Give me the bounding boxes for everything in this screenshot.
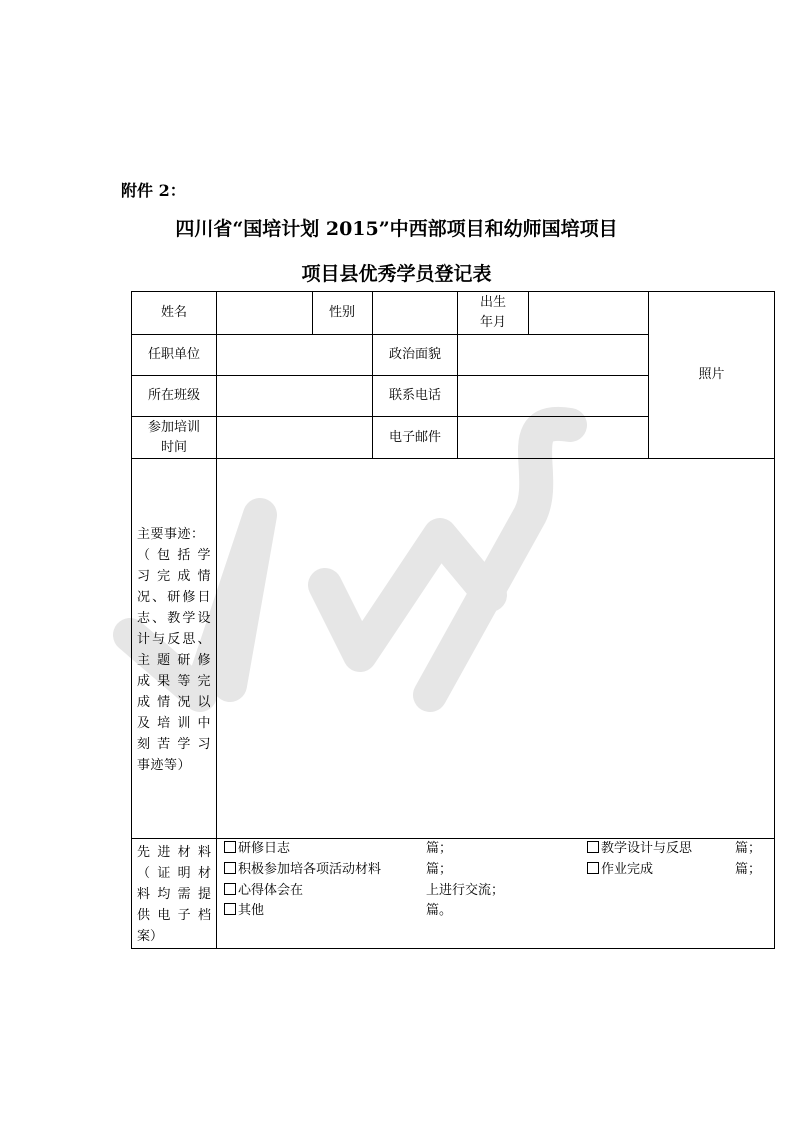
main-deeds-field[interactable] (217, 459, 774, 838)
option-journal-unit: 篇； (426, 841, 453, 856)
main-deeds-line: 事迹等） (137, 758, 192, 773)
unit-field[interactable] (217, 335, 372, 375)
email-field[interactable] (458, 417, 648, 458)
phone-label: 联系电话 (388, 388, 441, 403)
option-experience-suffix: 上进行交流； (426, 883, 505, 898)
birth-field[interactable] (529, 292, 648, 334)
gender-field[interactable] (373, 292, 457, 334)
class-label: 所在班级 (147, 388, 200, 403)
option-homework-unit: 篇； (735, 862, 762, 877)
advanced-line: 案） (137, 929, 164, 944)
option-homework[interactable] (587, 860, 653, 880)
option-homework-label: 作业完成 (601, 862, 654, 877)
checkbox-icon[interactable] (224, 862, 236, 874)
option-design-label: 教学设计与反思 (601, 841, 693, 856)
main-deeds-line: 刻苦学习 (137, 737, 211, 752)
option-experience[interactable] (224, 881, 303, 901)
option-other-unit: 篇。 (426, 903, 453, 918)
main-deeds-line: 及培训中 (137, 716, 211, 731)
form-title-line2: 项目县优秀学员登记表 (301, 263, 492, 285)
main-deeds-line: 况、研修日 (137, 590, 211, 605)
political-label: 政治面貌 (388, 347, 441, 362)
attachment-label: 附件 2： (121, 181, 186, 200)
option-other[interactable] (224, 901, 264, 921)
advanced-materials-label (137, 842, 211, 947)
main-deeds-line: （包括学 (137, 548, 211, 563)
photo-box[interactable] (649, 292, 774, 458)
training-time-field[interactable] (217, 417, 372, 458)
main-deeds-line: 习完成情 (137, 569, 211, 584)
option-activity-unit: 篇； (426, 862, 453, 877)
photo-label: 照片 (698, 367, 725, 382)
name-field[interactable] (217, 292, 312, 334)
main-deeds-line: 成果等完 (137, 674, 211, 689)
option-journal[interactable] (224, 839, 290, 859)
main-deeds-line: 计与反思、 (137, 632, 211, 647)
name-label: 姓名 (160, 305, 187, 320)
main-deeds-line: 志、教学设 (137, 611, 211, 626)
advanced-line: （证明材 (137, 866, 211, 881)
birth-label-line2: 年月 (479, 315, 506, 330)
checkbox-icon[interactable] (587, 841, 599, 853)
checkbox-icon[interactable] (224, 903, 236, 915)
political-field[interactable] (458, 335, 648, 375)
birth-label-line1: 出生 (479, 295, 506, 310)
option-journal-label: 研修日志 (238, 841, 291, 856)
option-activity[interactable] (224, 860, 381, 880)
registration-form-table (131, 291, 775, 949)
birth-label (458, 292, 528, 334)
email-label: 电子邮件 (388, 429, 441, 445)
advanced-line: 先进材料 (137, 845, 211, 860)
main-deeds-line: 主题研修 (137, 653, 211, 668)
option-experience-label: 心得体会在 (238, 883, 304, 898)
checkbox-icon[interactable] (587, 862, 599, 874)
training-time-line1: 参加培训 (147, 419, 200, 435)
training-time-line2: 时间 (160, 439, 187, 455)
main-deeds-label (137, 524, 211, 776)
checkbox-icon[interactable] (224, 883, 236, 895)
option-activity-label: 积极参加培各项活动材料 (238, 862, 382, 877)
training-time-label (132, 417, 216, 458)
option-design[interactable] (587, 839, 692, 859)
unit-label: 任职单位 (147, 347, 200, 362)
form-title-line1: 四川省“国培计划 2015”中西部项目和幼师国培项目 (175, 218, 618, 240)
option-other-label: 其他 (238, 903, 265, 918)
gender-label: 性别 (328, 305, 355, 320)
main-deeds-line: 主要事迹： (137, 527, 205, 542)
option-design-unit: 篇； (735, 841, 762, 856)
advanced-line: 供电子档 (137, 908, 211, 923)
advanced-line: 料均需提 (137, 887, 211, 902)
class-field[interactable] (217, 376, 372, 416)
checkbox-icon[interactable] (224, 841, 236, 853)
phone-field[interactable] (458, 376, 648, 416)
main-deeds-line: 成情况以 (137, 695, 211, 710)
